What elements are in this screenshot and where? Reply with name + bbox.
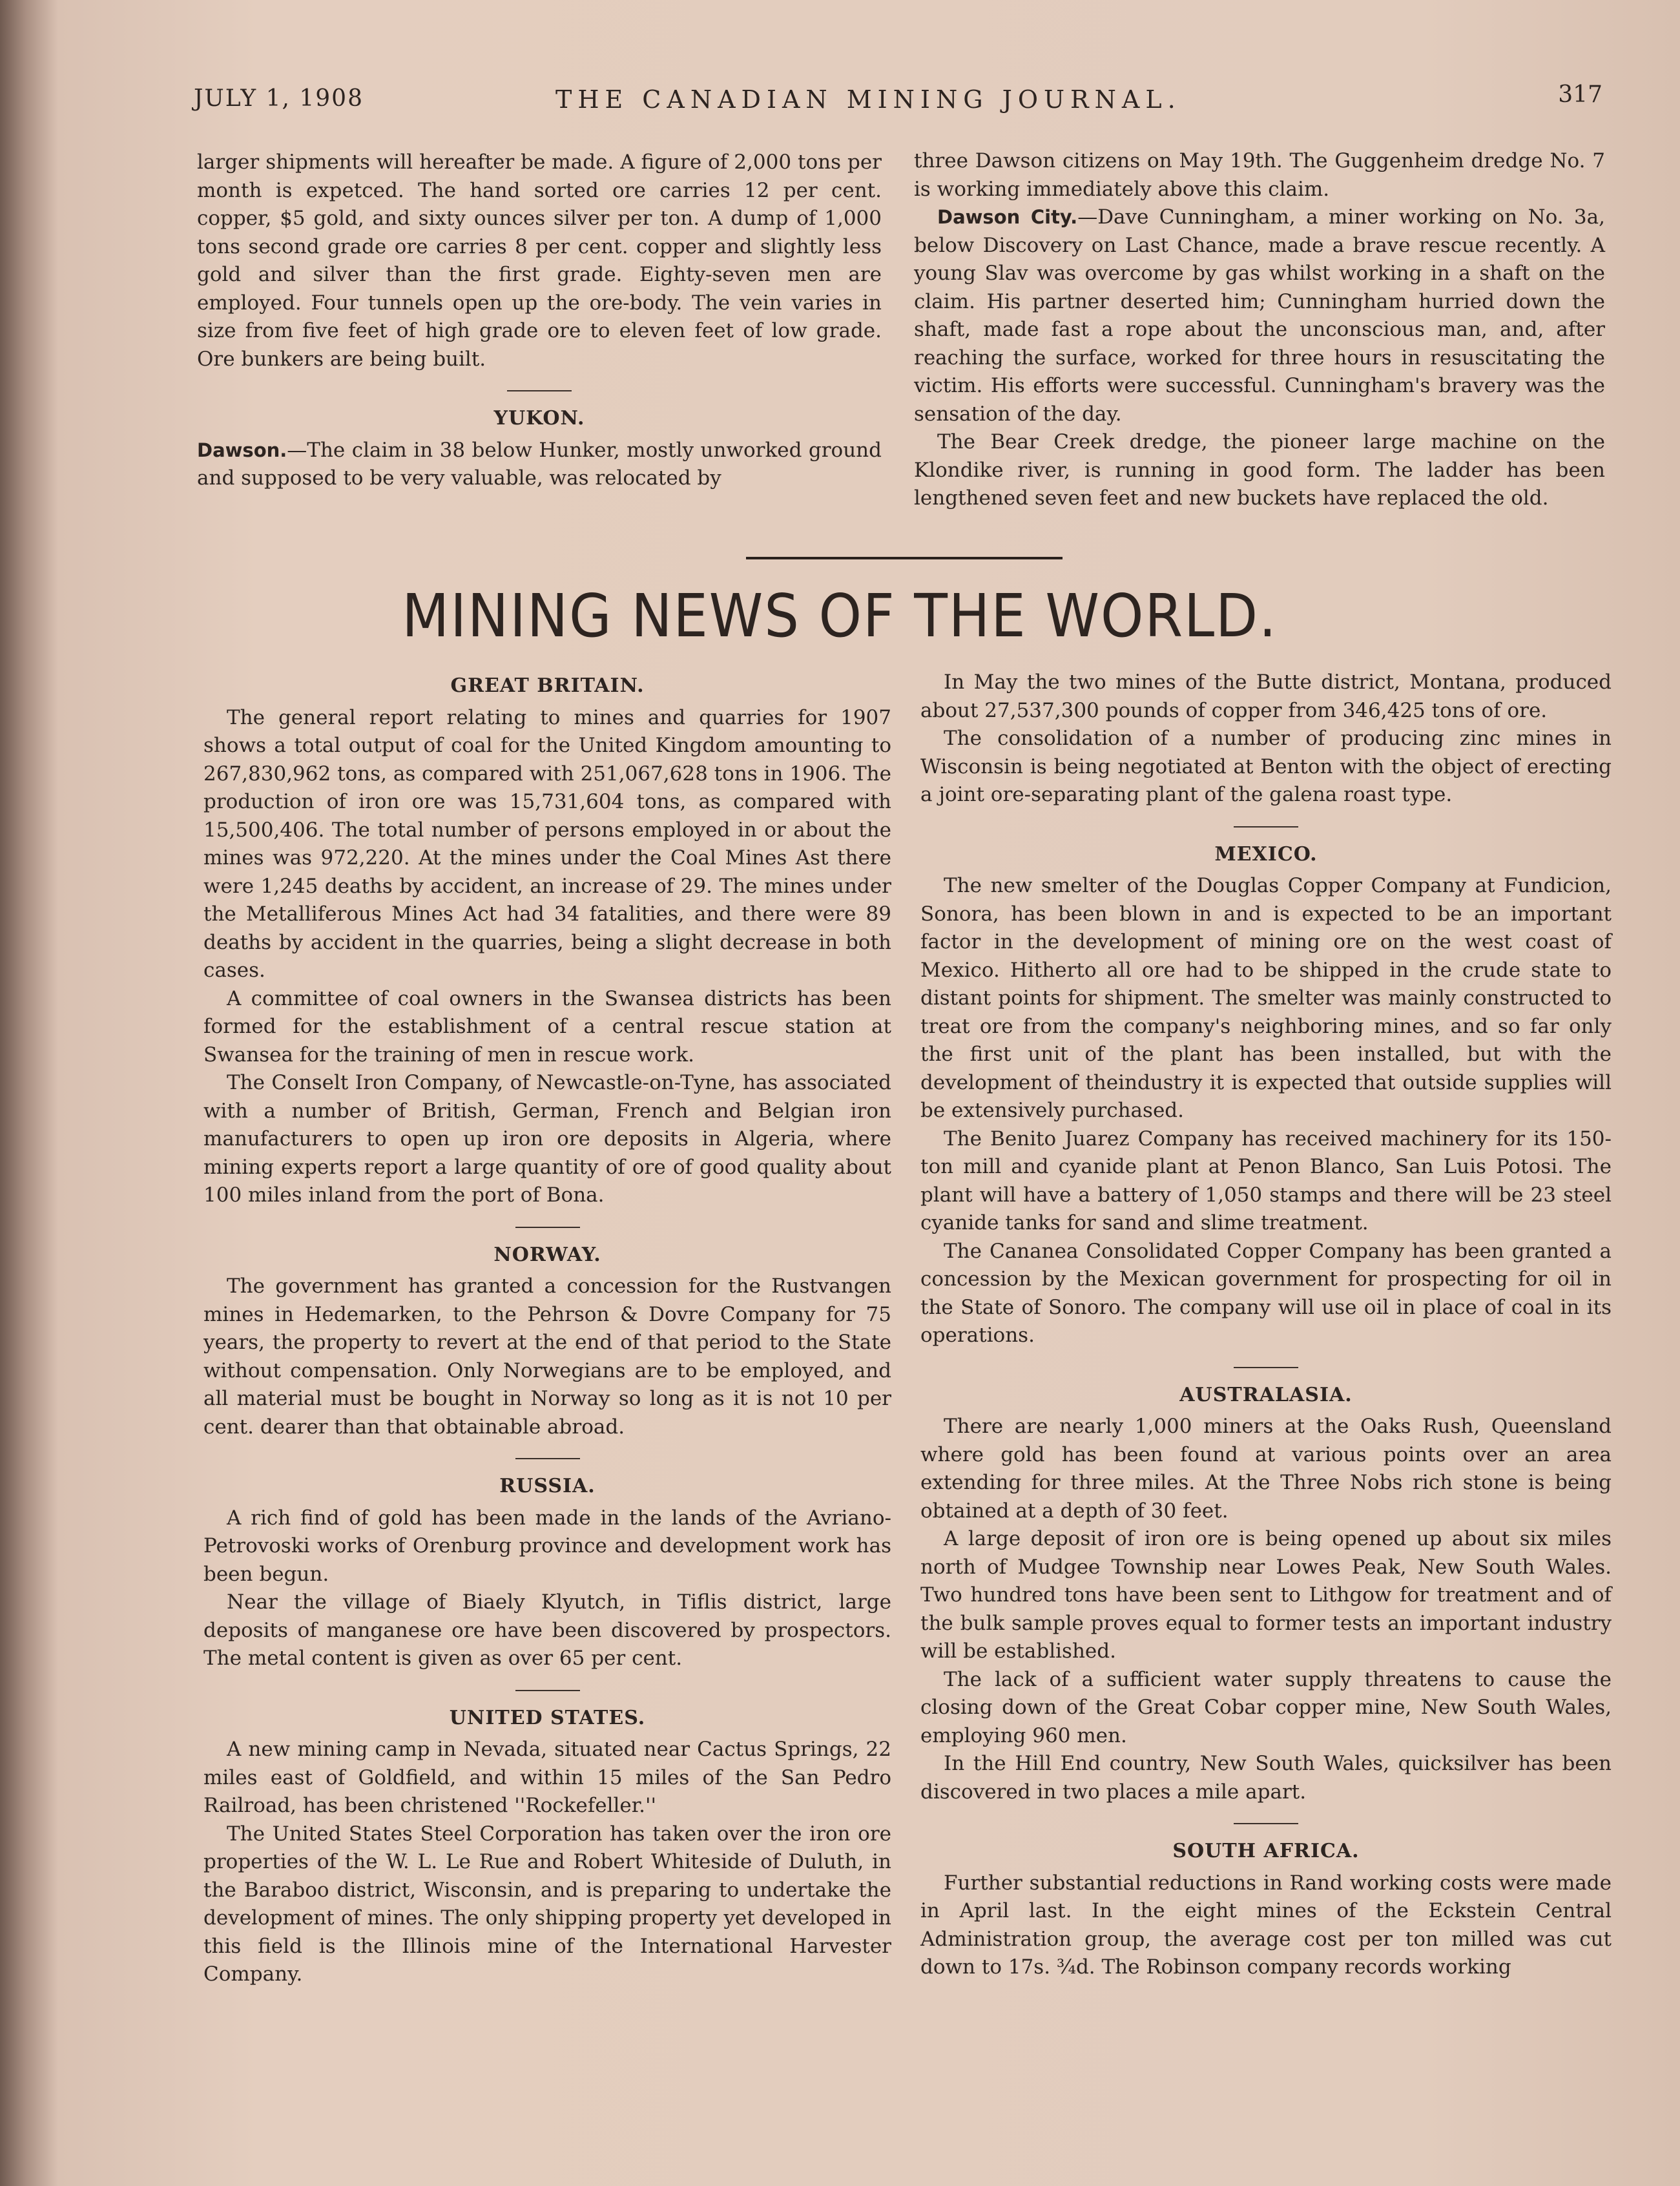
section-divider: [1234, 1823, 1298, 1824]
russia-paragraph: A rich find of gold has been made in the lands of the Avriano-Petrovoski works of Orenburg province and development work has been begun.: [203, 1506, 891, 1586]
section-divider: [515, 1227, 580, 1228]
norway-paragraph: The government has granted a concession for the Rustvangen mines in Hedemarken, to the Pehrson & Dovre Company for 75 years, the property to revert at the end of that period to the State without compensation. Only Norwegians are to be employed, and all material must be bought in Norway so long as it is not 10 per cent. dearer than that obtainable abroad.: [203, 1275, 891, 1439]
us-continued-paragraph: In May the two mines of the Butte district, Montana, produced about 27,537,300 pounds of copper from 346,425 tons of ore.: [920, 671, 1612, 722]
page-headline: MINING NEWS OF THE WORLD.: [402, 581, 1278, 651]
journal-title: THE CANADIAN MINING JOURNAL.: [555, 85, 1181, 114]
section-heading-norway: NORWAY.: [493, 1243, 601, 1266]
lower-left-column: [203, 672, 891, 1989]
section-divider: [515, 1690, 580, 1691]
lower-right-column: [920, 669, 1612, 1982]
section-heading-united-states: UNITED STATES.: [449, 1706, 646, 1729]
dawson-text: —The claim in 38 below Hunker, mostly unworked ground and supposed to be very valuable, was relocated by: [197, 438, 882, 490]
dawson-city-paragraph: [914, 203, 1605, 428]
section-divider: [1234, 1367, 1298, 1368]
united-states-paragraph: The United States Steel Corporation has taken over the iron ore properties of the W. L. Le Rue and Robert Whiteside of Duluth, in the Baraboo district, Wisconsin, and is preparing to undertake the development of mines. The only shipping property yet developed in this field is the Illinois mine of the International Harvester Company.: [203, 1822, 891, 1986]
russia-paragraph: Near the village of Biaely Klyutch, in Tiflis district, large deposits of manganese ore have been discovered by prospectors. The metal content is given as over 65 per cent.: [203, 1590, 891, 1670]
dawson-paragraph: [197, 437, 882, 493]
page-number: 317: [1558, 81, 1602, 108]
great-britain-paragraph: The general report relating to mines and quarries for 1907 shows a total output of coal for the United Kingdom amounting to 267,830,962 tons, as compared with 251,067,628 tons in 1906. The production of iron ore was 15,731,604 tons, as compared with 15,500,406. The total number of persons employed in or about the mines was 972,220. At the mines under the Coal Mines Ast there were 1,245 deaths by accident, an increase of 29. The mines under the Metalliferous Mines Act had 34 fatalities, and there were 89 deaths by accident in the quarries, being a slight decrease in both cases.: [203, 705, 891, 982]
dawson-city-text: —Dave Cunningham, a miner working on No. 3a, below Discovery on Last Chance, made a brave rescue recently. A young Slav was overcome by gas whilst working in a shaft on the claim. His partner deserted him; Cunningham hurried down the shaft, made fast a rope about the unconscious man, and, after reaching the surface, worked for three hours in resuscitating the victim. His efforts were successful. Cunningham's bravery was the sensation of the day.: [914, 205, 1605, 426]
section-heading-mexico: MEXICO.: [1214, 842, 1318, 866]
united-states-paragraph: A new mining camp in Nevada, situated near Cactus Springs, 22 miles east of Goldfield, and within 15 miles of the San Pedro Railroad, has been christened ''Rockefeller.'': [203, 1738, 891, 1817]
south-africa-paragraph: Further substantial reductions in Rand working costs were made in April last. In the eight mines of the Eckstein Central Administration group, the average cost per ton milled was cut down to 17s. ¾d. The Robinson company records working: [920, 1871, 1612, 1979]
issue-date: JULY 1, 1908: [194, 85, 364, 112]
page-header: [194, 76, 1602, 121]
continuation-paragraph: larger shipments will hereafter be made. A figure of 2,000 tons per month is expetced. The hand sorted ore carries 12 per cent. copper, $5 gold, and sixty ounces silver per ton. A dump of 1,000 tons second grade ore carries 8 per cent. copper and slightly less gold and silver than the first grade. Eighty-seven men are employed. Four tunnels open up the ore-body. The vein varies in size from five feet of high grade ore to eleven feet of low grade. Ore bunkers are being built.: [197, 151, 882, 371]
us-continued-paragraph: The consolidation of a number of producing zinc mines in Wisconsin is being negotiated at Benton with the object of erecting a joint ore-separating plant of the galena roast type.: [920, 727, 1612, 806]
headline-rule: [746, 557, 1063, 559]
section-heading-australasia: AUSTRALASIA.: [1179, 1383, 1353, 1406]
dawson-city-lead: Dawson City.: [937, 206, 1078, 228]
section-divider: [515, 1458, 580, 1459]
bear-creek-paragraph: The Bear Creek dredge, the pioneer large machine on the Klondike river, is running in good form. The ladder has been lengthened seven feet and new buckets have replaced the old.: [914, 430, 1605, 510]
mexico-paragraph: The new smelter of the Douglas Copper Company at Fundicion, Sonora, has been blown in and is expected to be an important factor in the development of mining ore on the west coast of Mexico. Hitherto all ore had to be shipped in the crude state to distant points for shipment. The smelter was mainly constructed to treat ore from the company's neighboring mines, and so far only the first unit of the plant has been installed, but with the development of theindustry it is expected that outside supplies will be extensively purchased.: [920, 874, 1612, 1122]
australasia-paragraph: A large deposit of iron ore is being opened up about six miles north of Mudgee Township near Lowes Peak, New South Wales. Two hundred tons have been sent to Lithgow for treatment and of the bulk sample proves equal to former tests an important industry will be established.: [920, 1527, 1612, 1663]
section-divider: [507, 390, 572, 391]
section-heading-south-africa: SOUTH AFRICA.: [1172, 1840, 1360, 1862]
section-heading-russia: RUSSIA.: [499, 1475, 596, 1497]
australasia-paragraph: There are nearly 1,000 miners at the Oaks Rush, Queensland where gold has been found at various points over an area extending for three miles. At the Three Nobs rich stone is being obtained at a depth of 30 feet.: [920, 1415, 1612, 1523]
top-right-column: [914, 147, 1605, 513]
section-heading-yukon: YUKON.: [493, 407, 585, 430]
mexico-paragraph: The Benito Juarez Company has received machinery for its 150-ton mill and cyanide plant at Penon Blanco, San Luis Potosi. The plant will have a battery of 1,050 stamps and there will be 23 steel cyanide tanks for sand and slime treatment.: [920, 1127, 1612, 1234]
section-divider: [1234, 826, 1298, 828]
continuation-paragraph: three Dawson citizens on May 19th. The Guggenheim dredge No. 7 is working immediately above this claim.: [914, 149, 1605, 201]
mexico-paragraph: The Cananea Consolidated Copper Company has been granted a concession by the Mexican government for prospecting for oil in the State of Sonoro. The company will use oil in place of coal in its operations.: [920, 1239, 1612, 1347]
australasia-paragraph: In the Hill End country, New South Wales, quicksilver has been discovered in two places a mile apart.: [920, 1752, 1612, 1804]
australasia-paragraph: The lack of a sufficient water supply threatens to cause the closing down of the Great Cobar copper mine, New South Wales, employing 960 men.: [920, 1667, 1612, 1747]
section-heading-great-britain: GREAT BRITAIN.: [450, 674, 645, 697]
great-britain-paragraph: The Conselt Iron Company, of Newcastle-on-Tyne, has associated with a number of British, German, French and Belgian iron manufacturers to open up iron ore deposits in Algeria, where mining experts report a large quantity of ore of good quality about 100 miles inland from the port of Bona.: [203, 1071, 891, 1207]
great-britain-paragraph: A committee of coal owners in the Swansea districts has been formed for the establishment of a central rescue station at Swansea for the training of men in rescue work.: [203, 986, 891, 1067]
dawson-lead: Dawson.: [197, 439, 287, 461]
top-left-column: [197, 149, 882, 493]
